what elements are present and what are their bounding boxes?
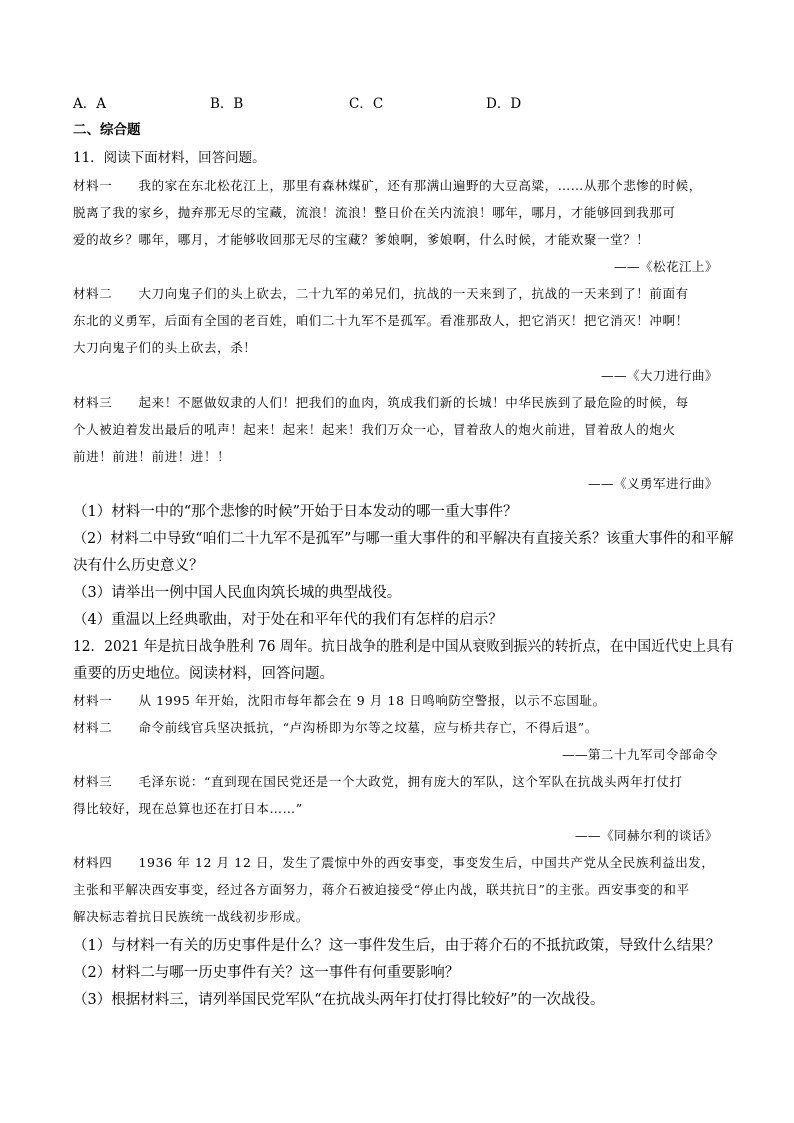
q12-sub-question: （2）材料二与哪一历史事件有关？这一事件有何重要影响？ [73, 965, 460, 981]
q11-sub-question: （1）材料一中的“那个悲惨的时候”开始于日本发动的哪一重大事件？ [73, 504, 518, 520]
q11-sub-question-cont: 决有什么历史意义？ [73, 558, 204, 574]
q12-stem-cont: 重要的历史地位。阅读材料，回答问题。 [73, 666, 334, 682]
q12-material2-source: ——第二十九军司令部命令 [561, 747, 718, 762]
q12-sub-question: （3）根据材料三，请列举国民党军队“在抗战头两年打仗打得比较好”的一次战役。 [73, 992, 605, 1008]
option-d: D．D [486, 96, 522, 112]
q12-material2: 材料二 命令前线官兵坚决抵抗，“卢沟桥即为尔等之坟墓，应与桥共存亡，不得后退”。 [73, 720, 598, 735]
q11-material3-source: ——《义勇军进行曲》 [587, 476, 718, 491]
q11-material1-source: ——《松花江上》 [613, 259, 718, 274]
q11-material3-line: 前进！前进！前进！进！！ [73, 449, 231, 464]
q11-material2-line: 材料二 大刀向鬼子们的头上砍去，二十九军的弟兄们，抗战的一天来到了，抗战的一天来到了！前面有 [73, 286, 689, 301]
q12-material3-source: ——《同赫尔利的谈话》 [574, 828, 718, 843]
q11-material1-line: 材料一 我的家在东北松花江上，那里有森林煤矿，还有那满山遍野的大豆高粱，……从那个悲惨的时候， [73, 178, 702, 193]
q11-material2-source: ——《大刀进行曲》 [600, 368, 718, 383]
q11-material1-line: 爱的故乡？哪年，哪月，才能够收回那无尽的宝藏？爹娘啊，爹娘啊，什么时候，才能欢聚一堂？！ [73, 232, 650, 247]
q12-stem: 12．2021 年是抗日战争胜利 76 周年。抗日战争的胜利是中国从衰败到振兴的转折点，在中国近代史上具有 [73, 639, 734, 655]
q11-material1-line: 脱离了我的家乡，抛弃那无尽的宝藏，流浪！流浪！整日价在关内流浪！哪年，哪月，才能够回到我那可 [73, 205, 676, 220]
q11-sub-question: （2）材料二中导致“咱们二十九军不是孤军”与哪一重大事件的和平解决有直接关系？该重大事件的和平解 [73, 531, 734, 547]
q12-material4-line: 解决标志着抗日民族统一战线初步形成。 [73, 909, 309, 924]
q11-sub-question: （3）请举出一例中国人民血肉筑长城的典型战役。 [73, 585, 402, 601]
q12-material3-line: 得比较好，现在总算也还在打日本……” [73, 801, 303, 816]
q12-material4-line: 材料四 1936 年 12 月 12 日，发生了震惊中外的西安事变，事变发生后，中国共产党从全民族利益出发， [73, 855, 715, 870]
option-a: A．A [73, 96, 106, 112]
q12-material3-line: 材料三 毛泽东说：“直到现在国民党还是一个大政党，拥有庞大的军队，这个军队在抗战头两年打仗打 [73, 774, 683, 789]
q11-material3-line: 个人被迫着发出最后的吼声！起来！起来！起来！我们万众一心，冒着敌人的炮火前进，冒着敌人的炮火 [73, 422, 676, 437]
q12-material4-line: 主张和平解决西安事变，经过各方面努力，蒋介石被迫接受“停止内战，联共抗日”的主张。西安事变的和平 [73, 882, 690, 897]
section-title: 二、综合题 [73, 122, 141, 138]
q11-material2-line: 东北的义勇军，后面有全国的老百姓，咱们二十九军不是孤军。看准那敌人，把它消灭！把它消灭！冲啊！ [73, 313, 689, 328]
option-b: B．B [210, 96, 244, 112]
q11-sub-question: （4）重温以上经典歌曲，对于处在和平年代的我们有怎样的启示？ [73, 612, 503, 628]
q11-material3-line: 材料三 起来！不愿做奴隶的人们！把我们的血肉，筑成我们新的长城！中华民族到了最危险的时候，每 [73, 395, 689, 410]
q11-stem: 11．阅读下面材料，回答问题。 [73, 150, 266, 166]
q12-material1: 材料一 从 1995 年开始，沈阳市每年都会在 9 月 18 日鸣响防空警报，以示不忘国耻。 [73, 693, 606, 708]
option-c: C．C [349, 96, 384, 112]
q12-sub-question: （1）与材料一有关的历史事件是什么？这一事件发生后，由于蒋介石的不抵抗政策，导致什么结果？ [73, 938, 721, 954]
q11-material2-line: 大刀向鬼子们的头上砍去，杀！ [73, 340, 257, 355]
